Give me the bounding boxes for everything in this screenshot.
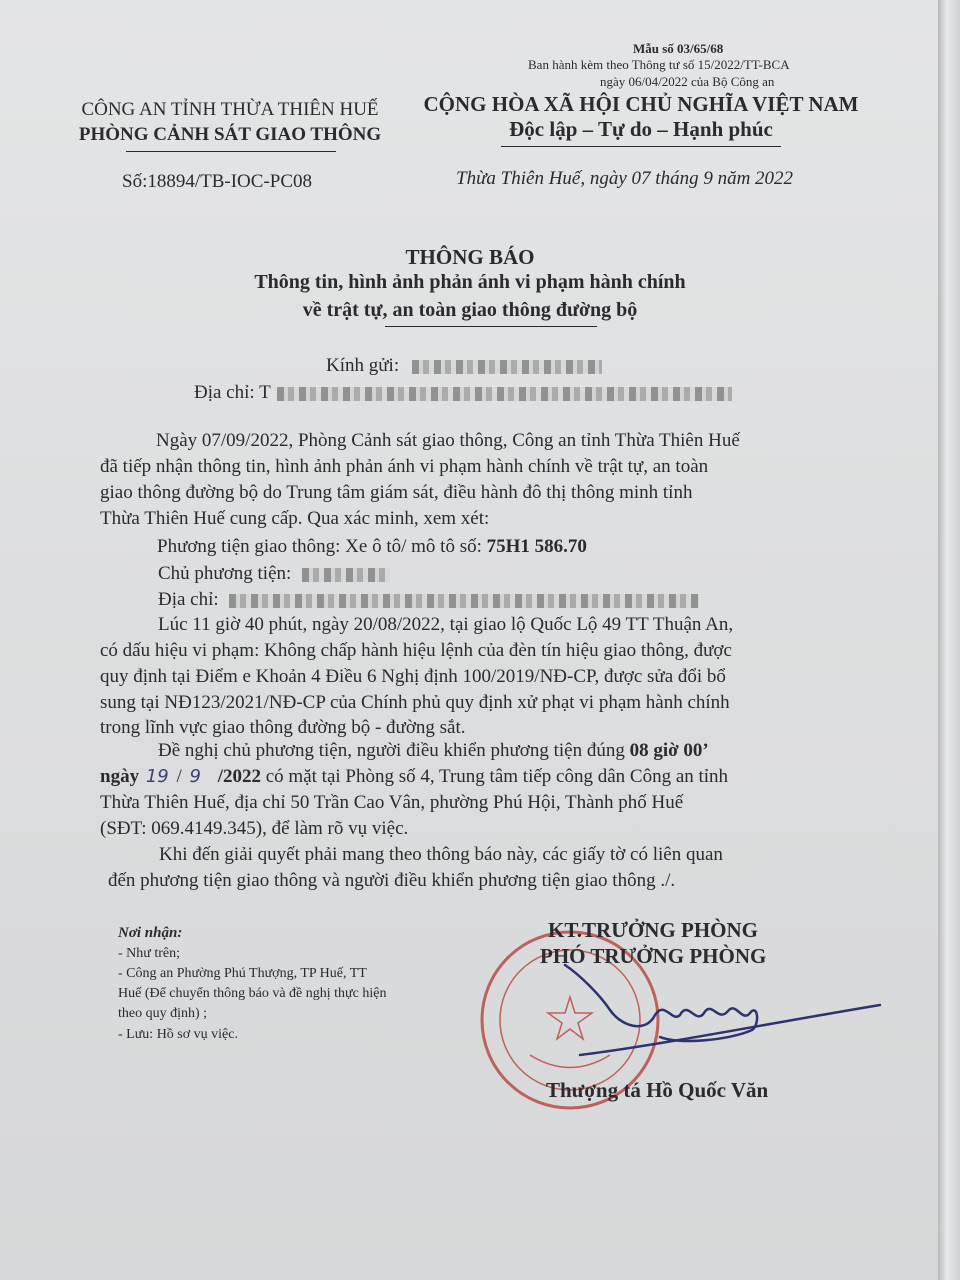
nation-line2	[421, 117, 861, 142]
document-subtitle-line1: Thông tin, hình ảnh phản ánh vi phạm hành chính	[254, 271, 686, 293]
org-line2	[64, 124, 396, 146]
owner-address-line	[158, 589, 699, 611]
form-number: Mẫu số 03/65/68	[633, 41, 724, 56]
request-text: Đề nghị chủ phương tiện, người điều khiển phương tiện đúng	[158, 740, 625, 761]
subtitle-line2-text: về trật tự, an toàn giao thông đường bộ	[302, 299, 638, 321]
page-edge	[938, 0, 960, 1280]
org-underline	[126, 151, 336, 152]
request-line1	[158, 740, 709, 762]
motto-underline	[501, 146, 781, 147]
recipients-item3: - Lưu: Hồ sơ vụ việc.	[118, 1027, 238, 1042]
recipient-address	[194, 382, 732, 404]
owner-address-label: Địa chỉ:	[158, 589, 219, 610]
violation-line3: quy định tại Điểm e Khoản 4 Điều 6 Nghị định 100/2019/NĐ-CP, được sửa đổi bổ	[100, 666, 726, 687]
closing-line2: đến phương tiện giao thông và người điều khiển phương tiện giao thông ./.	[108, 870, 676, 891]
nation-motto: Độc lập – Tự do – Hạnh phúc	[509, 117, 773, 141]
place-date: Thừa Thiên Huế, ngày 07 tháng 9 năm 2022	[456, 168, 794, 189]
violation-line2: có dấu hiệu vi phạm: Không chấp hành hiệu lệnh của đèn tín hiệu giao thông, được	[100, 640, 732, 661]
redacted-recipient-name	[412, 360, 602, 374]
handwritten-month: 9	[189, 766, 201, 787]
redacted-owner-name	[302, 568, 390, 582]
signature-line1: KT.TRƯỞNG PHÒNG	[548, 918, 758, 942]
violation-line1: Lúc 11 giờ 40 phút, ngày 20/08/2022, tại giao lộ Quốc Lộ 49 TT Thuận An,	[158, 614, 734, 635]
recipients-item2-line2: Huế (Để chuyển thông báo và đề nghị thực hiện	[118, 986, 387, 1001]
request-line2-rest: có mặt tại Phòng số 4, Trung tâm tiếp công dân Công an tỉnh	[265, 766, 729, 787]
org-line1: CÔNG AN TỈNH THỪA THIÊN HUẾ	[81, 99, 379, 120]
recipient-to	[326, 355, 602, 377]
p1-line2: đã tiếp nhận thông tin, hình ảnh phản ánh vi phạm hành chính về trật tự, an toàn	[100, 456, 709, 477]
request-year: /2022	[217, 766, 261, 787]
vehicle-label: Phương tiện giao thông: Xe ô tô/ mô tô số:	[157, 536, 482, 557]
vehicle-plate: 75H1 586.70	[486, 536, 587, 557]
closing-line1: Khi đến giải quyết phải mang theo thông báo này, các giấy tờ có liên quan	[159, 844, 723, 865]
recipients-title: Nơi nhận:	[118, 925, 183, 941]
vehicle-line	[157, 536, 587, 558]
recipient-address-prefix: T	[259, 382, 271, 403]
recipient-to-label: Kính gửi:	[326, 355, 400, 376]
recipients-item1: - Như trên;	[118, 946, 181, 961]
recipients-item2-line3: theo quy định) ;	[118, 1006, 208, 1021]
p1-line1: Ngày 07/09/2022, Phòng Cảnh sát giao thông, Công an tỉnh Thừa Thiên Huế	[156, 430, 740, 451]
violation-line4: sung tại NĐ123/2021/NĐ-CP của Chính phủ quy định xử phạt vi phạm hành chính	[100, 692, 730, 713]
request-time: 08 giờ 00’	[629, 740, 709, 761]
p1-line4: Thừa Thiên Huế cung cấp. Qua xác minh, xem xét:	[100, 508, 490, 529]
nation-line1: CỘNG HÒA XÃ HỘI CHỦ NGHĨA VIỆT NAM	[423, 92, 859, 116]
violation-line5: trong lĩnh vực giao thông đường bộ - đường sắt.	[100, 717, 466, 738]
request-line4: (SĐT: 069.4149.345), để làm rõ vụ việc.	[100, 818, 409, 839]
p1-line3: giao thông đường bộ do Trung tâm giám sát, điều hành đô thị thông minh tỉnh	[100, 482, 693, 503]
request-line3: Thừa Thiên Huế, địa chỉ 50 Trần Cao Vân, phường Phú Hội, Thành phố Huế	[100, 792, 684, 813]
document-title: THÔNG BÁO	[405, 245, 535, 269]
form-issued-line1: Ban hành kèm theo Thông tư số 15/2022/TT-BCA	[528, 57, 790, 72]
document-subtitle-line2	[0, 299, 940, 322]
subtitle-underline	[385, 326, 597, 327]
redacted-owner-address	[229, 594, 699, 608]
owner-line	[158, 563, 390, 585]
recipients-item2-line1: - Công an Phường Phú Thượng, TP Huế, TT	[118, 966, 367, 981]
request-line2: ngày 19 / 9 /2022 có mặt tại Phòng số 4, Trung tâm tiếp công dân Công an tỉnh	[100, 766, 729, 787]
form-issued-line2: ngày 06/04/2022 của Bộ Công an	[600, 74, 775, 89]
handwritten-day: 19	[145, 766, 169, 787]
recipient-address-label: Địa chỉ:	[194, 382, 255, 403]
owner-label: Chủ phương tiện:	[158, 563, 292, 584]
signature-line2: PHÓ TRƯỞNG PHÒNG	[540, 944, 767, 968]
org-line2-text: PHÒNG CẢNH SÁT GIAO THÔNG	[78, 124, 382, 145]
request-date-prefix: ngày	[100, 766, 140, 787]
signature-strokes	[565, 965, 880, 1055]
redacted-recipient-address	[277, 387, 732, 401]
signer-name: Thượng tá Hồ Quốc Văn	[546, 1078, 769, 1102]
document-number: Số:18894/TB-IOC-PC08	[122, 171, 313, 192]
